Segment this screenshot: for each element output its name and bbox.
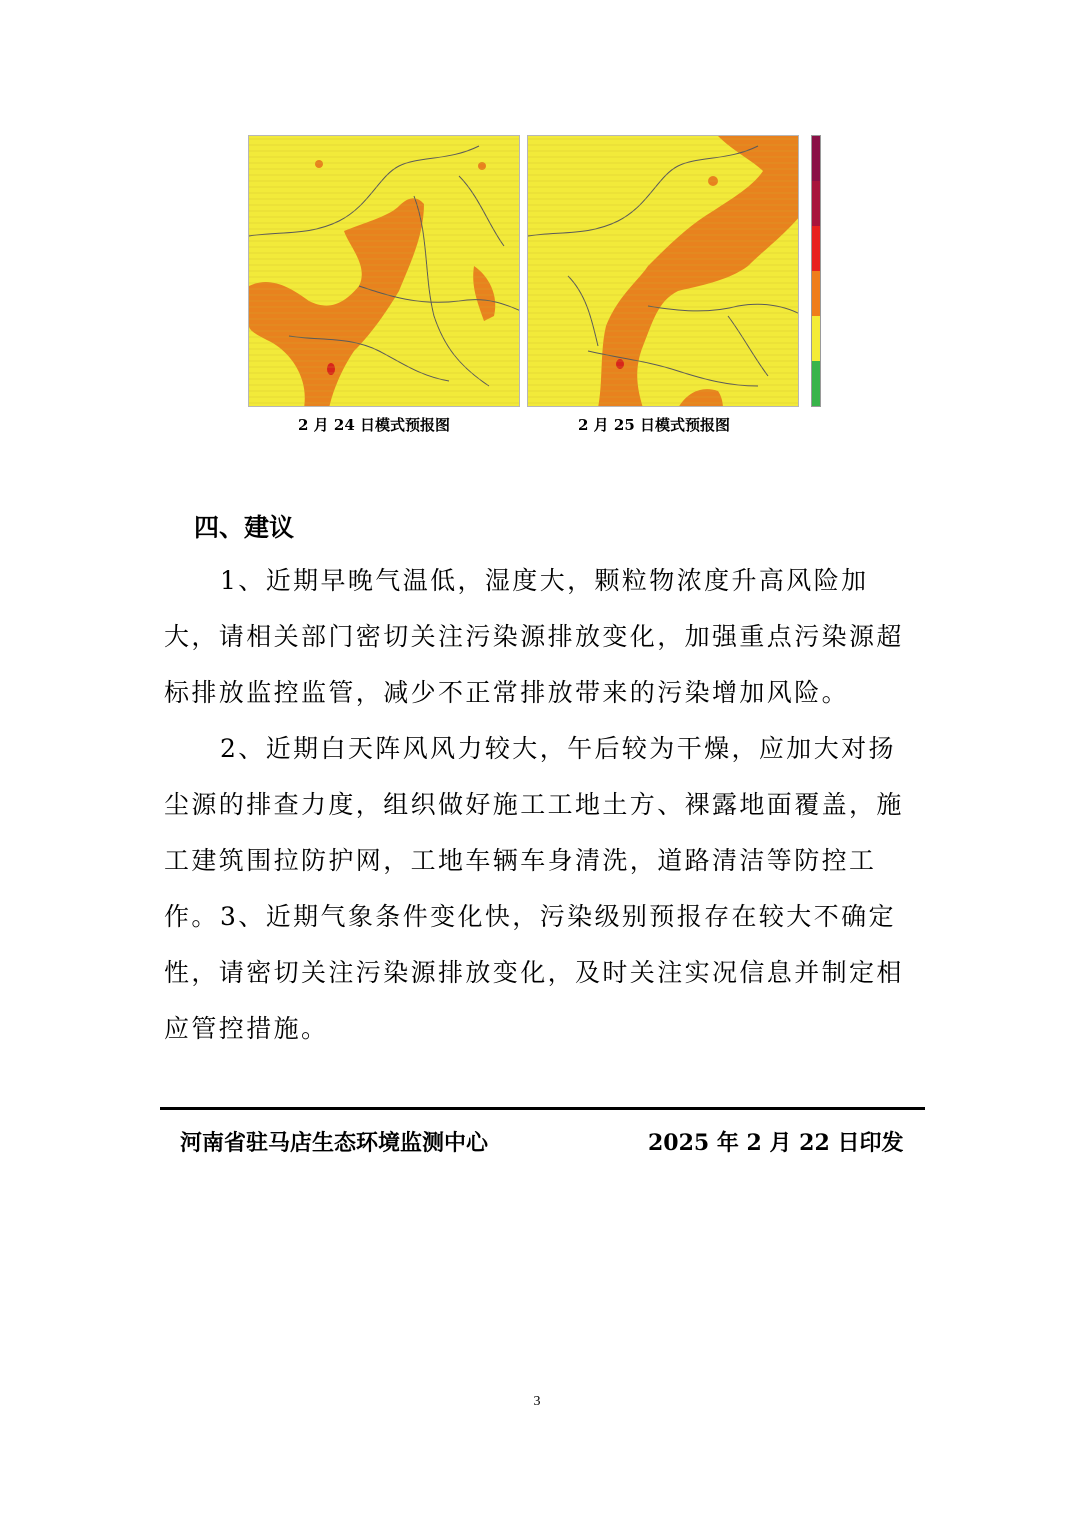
legend-swatch xyxy=(812,361,820,406)
recommendation-1 xyxy=(164,553,914,721)
legend-swatch xyxy=(812,316,820,361)
color-legend-2 xyxy=(811,135,821,407)
paragraph-text: 2、近期白天阵风风力较大，午后较为干燥，应加大对扬尘源的排查力度，组织做好施工工地土方、裸露地面覆盖，施工建筑围拉防护网，工地车辆车身清洗，道路清洁等防控工作。 xyxy=(164,734,904,931)
paragraph-text: 3、近期气象条件变化快，污染级别预报存在较大不确定性，请密切关注污染源排放变化，及时关注实况信息并制定相应管控措施。 xyxy=(164,902,904,1043)
figure-caption-1: 2 月 24 日模式预报图 xyxy=(298,416,450,434)
figure-caption-2: 2 月 25 日模式预报图 xyxy=(578,416,730,434)
footer-divider xyxy=(160,1107,925,1110)
page-number: 3 xyxy=(533,1394,541,1409)
issue-date: 2025 年 2 月 22 日印发 xyxy=(648,1130,904,1156)
legend-swatch xyxy=(812,181,820,226)
issuing-organization: 河南省驻马店生态环境监测中心 xyxy=(180,1130,489,1156)
legend-swatch xyxy=(812,136,820,181)
paragraph-text: 1、近期早晚气温低，湿度大，颗粒物浓度升高风险加大，请相关部门密切关注污染源排放变化，加强重点污染源超标排放监控监管，减少不正常排放带来的污染增加风险。 xyxy=(164,566,904,707)
legend-swatch xyxy=(812,226,820,271)
recommendation-3 xyxy=(164,889,914,1057)
forecast-map-feb24 xyxy=(248,135,520,407)
forecast-map-feb25 xyxy=(527,135,799,407)
section-heading: 四、建议 xyxy=(194,513,295,542)
legend-swatch xyxy=(812,271,820,316)
